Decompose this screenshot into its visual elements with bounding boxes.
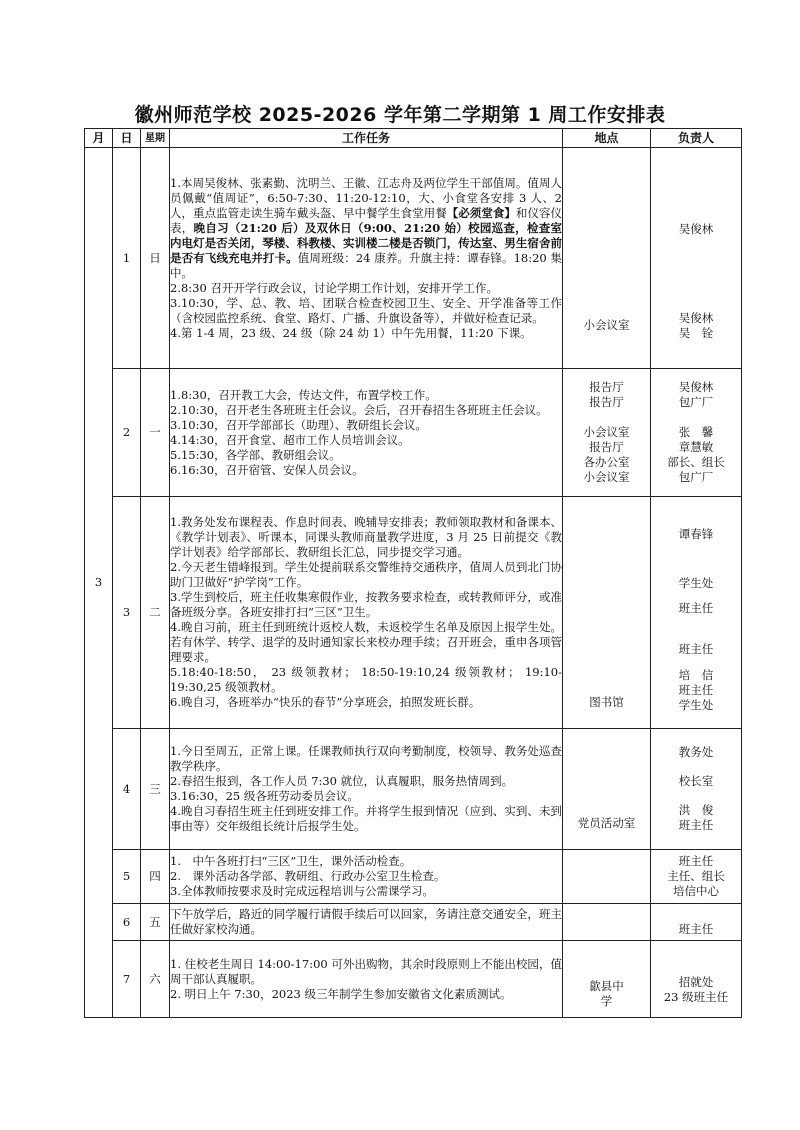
responsible-item: 班主任: [678, 682, 714, 697]
responsible-item: 校长室: [678, 774, 714, 788]
place-cell: [563, 729, 651, 850]
task-item: 2.春招生报到，各工作人员 7:30 就位，认真履职，服务热情周到。: [170, 774, 514, 788]
tasks-cell: [170, 497, 563, 729]
place-cell: [563, 850, 651, 904]
day-cell: 5: [113, 850, 141, 904]
responsible-item: 班主任: [678, 600, 714, 615]
place-item: 报告厅: [589, 380, 624, 394]
header-weekday: 星期: [141, 129, 170, 148]
day-cell: 1: [113, 148, 141, 369]
day-cell: 2: [113, 369, 141, 497]
weekday-cell: 日: [141, 148, 170, 369]
task-item: 2.今天老生错峰报到。学生处提前联系交警维持交通秩序，值周人员到北门协助门卫做好“护学岗”工作。: [170, 560, 562, 589]
tasks-cell: [170, 904, 563, 941]
place-cell: [563, 497, 651, 729]
task-item: 3.10:30，召开学部部长（助理）、教研组长会议。: [170, 417, 427, 432]
tasks-cell: [170, 729, 563, 850]
tasks-cell: [170, 369, 563, 497]
task-item: 5.18:40-18:50， 23 级领教材； 18:50-19:10,24 级领教材； 19:10-19:30,25 级领教材。: [170, 665, 562, 694]
responsible-item: 吴 铨: [678, 325, 714, 340]
table-row: [85, 148, 742, 369]
task-item: 1. 中午各班打扫“三区”卫生，课外活动检查。: [170, 854, 412, 868]
responsible-item: 包广厂: [678, 395, 714, 409]
responsible-cell: [651, 148, 742, 369]
responsible-item: 培信中心: [673, 884, 719, 898]
task-item: 1.8:30，召开教工大会，传达文件，布置学校工作。: [170, 387, 437, 402]
responsible-item: 教务处: [678, 745, 714, 759]
place-item: 歙县中学: [589, 979, 624, 1008]
responsible-item: 23 级班主任: [663, 990, 729, 1004]
responsible-item: 班主任: [678, 922, 714, 936]
task-item: 1. 住校老生周日 14:00-17:00 可外出购物，其余时段原则上不能出校园，值周干部认真履职。: [170, 956, 562, 986]
weekday-cell: 四: [141, 850, 170, 904]
task-item: 3.全体教师按要求及时完成远程培训与公需课学习。: [170, 884, 434, 898]
task-item: 3.10:30，学、总、教、培、团联合检查校园卫生、安全、开学准备等工作（含校园监控系统、食堂、路灯、广播、升旗设备等），并做好检查记录。: [170, 295, 562, 325]
responsible-item: 谭春锋: [678, 526, 714, 541]
responsible-item: 培 信: [678, 667, 714, 682]
header-place: 地点: [563, 129, 651, 148]
place-item: 各办公室: [583, 455, 630, 469]
tasks-cell: [170, 850, 563, 904]
day-cell: 7: [113, 941, 141, 1018]
responsible-cell: [651, 850, 742, 904]
place-cell: [563, 148, 651, 369]
table-row: [85, 369, 742, 497]
place-item: 党员活动室: [577, 815, 636, 830]
weekday-cell: 六: [141, 941, 170, 1018]
place-cell: [563, 904, 651, 941]
responsible-item: 吴俊林: [678, 310, 714, 325]
task-item: 6.16:30，召开宿管、安保人员会议。: [170, 462, 364, 477]
task-item: 4.晚自习前，班主任到班统计返校人数，未返校学生名单及原因上报学生处。若有休学、转学、退学的及时通知家长来校办理手续；召开班会，重申各项管理要求。: [170, 620, 562, 664]
task-item: 2. 课外活动各学部、教研组、行政办公室卫生检查。: [170, 869, 446, 883]
table-row: [85, 904, 742, 941]
header-row: [85, 129, 742, 148]
responsible-item: 班主任: [678, 818, 714, 832]
month-cell: 3: [85, 148, 113, 1018]
header-responsible: 负责人: [651, 129, 742, 148]
weekday-cell: 五: [141, 904, 170, 941]
table-row: [85, 850, 742, 904]
task-item: 5.15:30，各学部、教研组会议。: [170, 447, 341, 462]
task-item: 1.本周吴俊林、张素勤、沈明兰、王徽、江志舟及两位学生干部值周。值周人员佩戴“值周证”，6:50-7:30、11:20-12:10，大、小食堂各安排 3 人、2 人，重点监管走读生骑车戴头盔、早中餐学生食堂用餐【必须堂食】和仪容仪表，晚自习（21:20 后）及双休日（9:00、21:20 始）校园巡查，检查室内电灯是否关闭，琴楼、科教楼、实训楼二楼是否锁门，传达室、男生宿舍前是否有飞线充电并打卡。值周班级：24 康养。升旗主持：谭春锋。18:20 集中。: [170, 175, 563, 280]
task-item: 4.晚自习春招生班主任到班安排工作。并将学生报到情况（应到、实到、未到事由等）交年级组长统计后报学生处。: [170, 804, 562, 833]
responsible-item: 洪 俊: [678, 803, 714, 817]
place-item: 小会议室: [583, 318, 630, 332]
place-item: 图书馆: [589, 695, 624, 709]
table-row: [85, 729, 742, 850]
place-item: 小会议室: [583, 425, 630, 439]
responsible-item: 学生处: [678, 697, 714, 712]
responsible-item: 张 馨: [678, 425, 714, 439]
responsible-item: 部长、组长: [667, 455, 725, 469]
tasks-cell: [170, 941, 563, 1018]
task-item: 3.16:30，25 级各班劳动委员会议。: [170, 789, 359, 803]
weekday-cell: 一: [141, 369, 170, 497]
header-month: 月: [85, 129, 113, 148]
responsible-item: 班主任: [678, 854, 714, 868]
responsible-item: 章慧敏: [678, 440, 714, 454]
weekday-cell: 二: [141, 497, 170, 729]
responsible-cell: [651, 369, 742, 497]
responsible-item: 主任、组长: [667, 869, 725, 883]
task-item: 下午放学后，路近的同学履行请假手续后可以回家，务请注意交通安全，班主任做好家校沟通。: [170, 907, 562, 936]
task-item: 4.14:30，召开食堂、超市工作人员培训会议。: [170, 432, 410, 447]
responsible-item: 吴俊林: [678, 380, 714, 394]
schedule-table: [84, 128, 742, 1018]
task-item: 2.8:30 召开开学行政会议，讨论学期工作计划，安排开学工作。: [170, 280, 498, 295]
responsible-item: 包广厂: [678, 470, 714, 484]
place-item: 报告厅: [589, 395, 624, 409]
task-item: 4.第 1-4 周，23 级、24 级（除 24 幼 1）中午先用餐，11:20 下课。: [170, 325, 532, 340]
weekday-cell: 三: [141, 729, 170, 850]
responsible-item: 招就处: [678, 975, 714, 989]
task-item: 6.晚自习，各班举办“快乐的春节”分享班会，拍照发班长群。: [170, 695, 481, 709]
responsible-cell: [651, 941, 742, 1018]
header-day: 日: [113, 129, 141, 148]
task-item: 2.10:30，召开老生各班班主任会议。会后，召开春招生各班班主任会议。: [170, 402, 548, 417]
task-item: 3.学生到校后，班主任收集寒假作业，按教务要求检查，或转教师评分，或准备班级分享。各班安排打扫“三区”卫生。: [170, 590, 562, 619]
responsible-item: 吴俊林: [678, 221, 714, 236]
task-item: 1.教务处发布课程表、作息时间表、晚辅导安排表；教师领取教材和备课本、《教学计划表》、听课本，同课头教师商量教学进度，3 月 25 日前提交《教学计划表》给学部部长、教研组长汇总，同步提交学习通。: [170, 515, 562, 559]
responsible-item: 班主任: [678, 641, 714, 656]
responsible-cell: [651, 904, 742, 941]
day-cell: 3: [113, 497, 141, 729]
table-row: [85, 497, 742, 729]
header-tasks: 工作任务: [170, 129, 563, 148]
responsible-cell: [651, 729, 742, 850]
tasks-cell: [170, 148, 563, 369]
task-item: 2. 明日上午 7:30，2023 级三年制学生参加安徽省文化素质测试。: [170, 986, 512, 1001]
task-item: 1.今日至周五，正常上课。任课教师执行双向考勤制度，校领导、教务处巡查教学秩序。: [170, 744, 562, 773]
day-cell: 6: [113, 904, 141, 941]
page-title: 徽州师范学校 2025-2026 学年第二学期第 1 周工作安排表: [134, 104, 666, 126]
place-cell: [563, 369, 651, 497]
responsible-item: 学生处: [678, 575, 714, 590]
place-item: 报告厅: [589, 440, 624, 454]
table-row: [85, 941, 742, 1018]
day-cell: 4: [113, 729, 141, 850]
place-cell: [563, 941, 651, 1018]
responsible-cell: [651, 497, 742, 729]
place-item: 小会议室: [583, 470, 630, 484]
